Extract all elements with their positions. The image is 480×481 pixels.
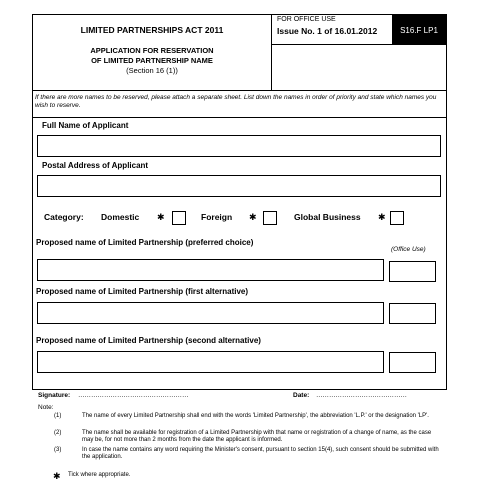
second-office-box bbox=[389, 352, 436, 373]
issue-number: Issue No. 1 of 16.01.2012 bbox=[277, 26, 378, 36]
category-label: Category: bbox=[44, 212, 84, 222]
first-alternative-field[interactable] bbox=[37, 302, 384, 324]
signature-label: Signature: bbox=[38, 392, 71, 399]
note-3-number: (3) bbox=[54, 447, 62, 453]
domestic-checkbox[interactable] bbox=[172, 211, 186, 225]
act-title: LIMITED PARTNERSHIPS ACT 2011 bbox=[80, 25, 224, 35]
note-1-number: (1) bbox=[54, 413, 62, 419]
date-line[interactable]: …………………………………… bbox=[316, 392, 407, 399]
signature-line[interactable]: …………………………………………… bbox=[78, 392, 189, 399]
form-code-text: S16.F LP1 bbox=[400, 26, 438, 35]
note-3-text: In case the name contains any word requiring the Minister's consent, pursuant to section 15(4), such consent should be submitted with the application. bbox=[82, 447, 439, 460]
second-alternative-field[interactable] bbox=[37, 351, 384, 373]
preferred-name-field[interactable] bbox=[37, 259, 384, 281]
category-domestic-label: Domestic bbox=[101, 212, 140, 222]
full-name-label: Full Name of Applicant bbox=[42, 121, 129, 130]
preferred-name-label: Proposed name of Limited Partnership (preferred choice) bbox=[36, 238, 254, 247]
application-title-line2: OF LIMITED PARTNERSHIP NAME bbox=[91, 56, 213, 65]
office-use-note: (Office Use) bbox=[391, 246, 426, 253]
category-foreign-label: Foreign bbox=[201, 212, 233, 222]
office-use-label: FOR OFFICE USE bbox=[277, 16, 336, 23]
first-alternative-label: Proposed name of Limited Partnership (first alternative) bbox=[36, 287, 249, 296]
note-1-text: The name of every Limited Partnership shall end with the words 'Limited Partnership', the abbreviation 'L.P.' or the designation 'LP'. bbox=[82, 413, 429, 419]
preferred-office-box bbox=[389, 261, 436, 282]
category-global-label: Global Business bbox=[294, 212, 361, 222]
second-alternative-label: Proposed name of Limited Partnership (second alternative) bbox=[36, 336, 261, 345]
date-label: Date: bbox=[293, 392, 310, 399]
instructions-divider bbox=[32, 117, 447, 118]
note-2-text: The name shall be available for registration of a Limited Partnership with that name or registration of a change of name, as the case may be, for not more than 2 months from the date the applicant is informed. bbox=[82, 430, 432, 443]
domestic-asterisk-icon: ✱ bbox=[157, 212, 165, 222]
global-business-checkbox[interactable] bbox=[390, 211, 404, 225]
note-title: Note: bbox=[38, 404, 54, 411]
postal-address-field[interactable] bbox=[37, 175, 441, 197]
section-reference: (Section 16 (1)) bbox=[126, 66, 178, 75]
foreign-asterisk-icon: ✱ bbox=[249, 212, 257, 222]
foreign-checkbox[interactable] bbox=[263, 211, 277, 225]
postal-address-label: Postal Address of Applicant bbox=[42, 161, 149, 170]
first-office-box bbox=[389, 303, 436, 324]
full-name-field[interactable] bbox=[37, 135, 441, 157]
instructions-text: If there are more names to be reserved, please attach a separate sheet. List down the names in order of priority and state which names you wish to reserve. bbox=[35, 94, 437, 109]
header-right-divider bbox=[271, 44, 447, 45]
note-2-number: (2) bbox=[54, 430, 62, 436]
global-asterisk-icon: ✱ bbox=[378, 212, 386, 222]
tick-asterisk-icon: ✱ bbox=[53, 471, 61, 481]
application-title-line1: APPLICATION FOR RESERVATION bbox=[90, 46, 214, 55]
tick-note: Tick where appropriate. bbox=[68, 472, 131, 478]
